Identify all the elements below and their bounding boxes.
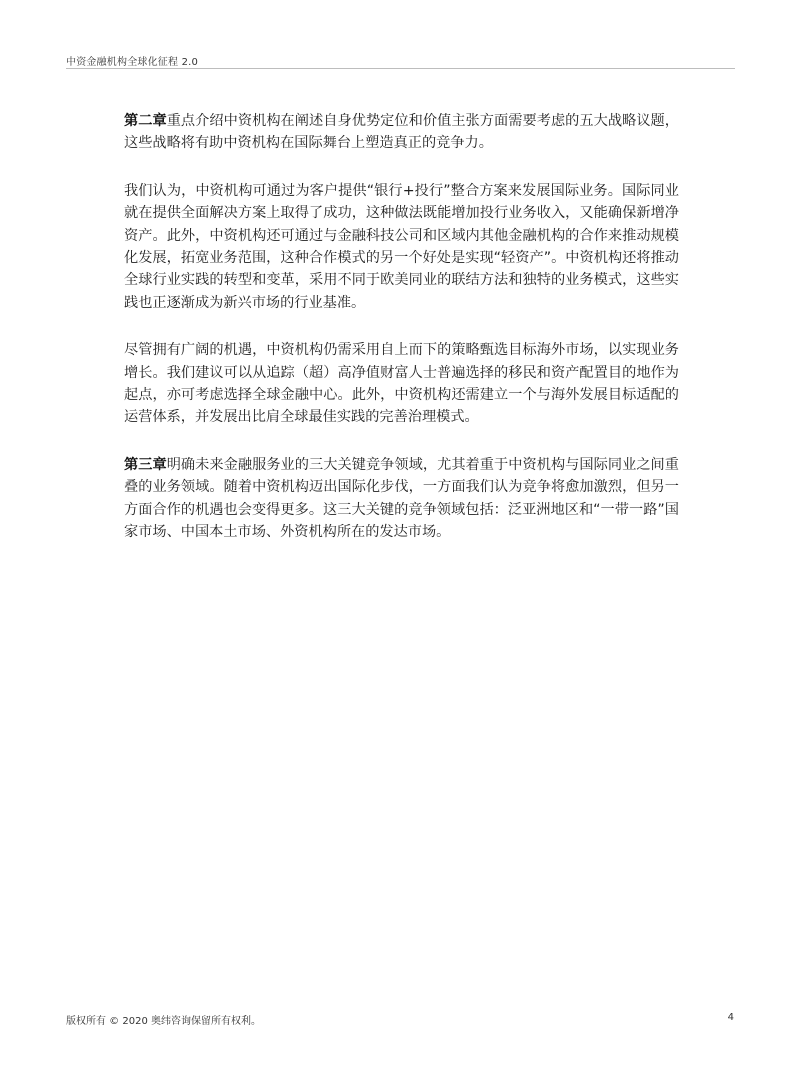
- paragraph-chapter-two: [124, 110, 679, 155]
- paragraph-integrated-solutions: [124, 180, 679, 314]
- footer-copyright: 版权所有 © 2020 奥纬咨询保留所有权利。: [66, 1016, 261, 1027]
- chapter-two-lead: 第二章: [124, 113, 167, 129]
- paragraph-text: 重点介绍中资机构在阐述自身优势定位和价值主张方面需要考虑的五大战略议题，这些战略将有助中资机构在国际舞台上塑造真正的竞争力。: [124, 113, 679, 152]
- page-number: 4: [727, 1012, 734, 1023]
- paragraph-text: 明确未来金融服务业的三大关键竞争领域，尤其着重于中资机构与国际同业之间重叠的业务领域。随着中资机构迈出国际化步伐，一方面我们认为竞争将愈加激烈，但另一方面合作的机遇也会变得更多。这三大关键的竞争领域包括：泛亚洲地区和“一带一路”国家市场、中国本土市场、外资机构所在的发达市场。: [124, 456, 679, 541]
- body-text: [124, 110, 679, 569]
- paragraph-text: 尽管拥有广阔的机遇，中资机构仍需采用自上而下的策略甄选目标海外市场，以实现业务增长。我们建议可以从追踪（超）高净值财富人士普遍选择的移民和资产配置目的地作为起点，亦可考虑选择全球金融中心。此外，中资机构还需建立一个与海外发展目标适配的运营体系，并发展出比肩全球最佳实践的完善治理模式。: [124, 342, 679, 426]
- chapter-three-lead: 第三章: [124, 456, 167, 473]
- paragraph-chapter-three: [124, 454, 679, 544]
- running-header: 中资金融机构全球化征程 2.0: [66, 57, 199, 68]
- paragraph-target-markets: [124, 339, 679, 429]
- paragraph-text: 我们认为，中资机构可通过为客户提供“银行+投行”整合方案来发展国际业务。国际同业就在提供全面解决方案上取得了成功，这种做法既能增加投行业务收入，又能确保新增净资产。此外，中资机构还可通过与金融科技公司和区域内其他金融机构的合作来推动规模化发展，拓宽业务范围，这种合作模式的另一个好处是实现“轻资产”。中资机构还将推动全球行业实践的转型和变革，采用不同于欧美同业的联结方法和独特的业务模式，这些实践也正逐渐成为新兴市场的行业基准。: [124, 182, 679, 311]
- header-divider: [66, 68, 735, 69]
